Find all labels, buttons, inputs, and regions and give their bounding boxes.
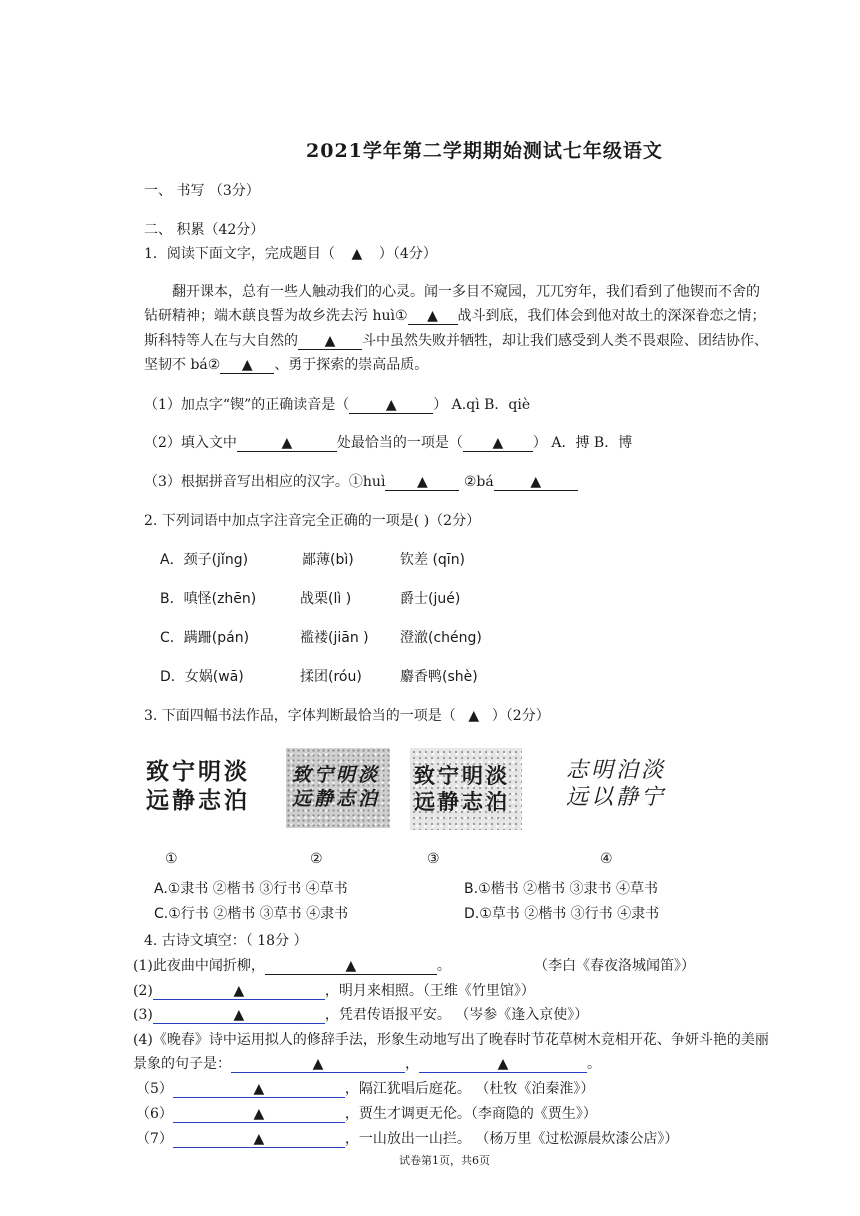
q1-passage-line: 斯科特等人在与大自然的 ▲ 斗中虽然失败并牺牲，却让我们感受到人类不畏艰险、团结协作、: [144, 333, 768, 349]
blank-field[interactable]: ▲: [408, 309, 458, 325]
q1-sub2: （2）填入文中 ▲ 处最恰当的一项是（ ▲ ） A．搏 B．博: [144, 435, 633, 451]
blank-field[interactable]: ▲: [494, 475, 578, 491]
q2-option-a[interactable]: A．颈子(jǐng): [160, 552, 249, 568]
q2-stem: 2. 下列词语中加点字注音完全正确的一项是( )（2分）: [144, 513, 481, 529]
blank-field[interactable]: ▲: [237, 436, 337, 452]
q1-stem: 1．阅读下面文字，完成题目（ ▲ ）（4分）: [144, 246, 437, 262]
q1-passage-line: 翻开课本，总有一些人触动我们的心灵。闻一多目不窥园，兀兀穷年，我们看到了他锲而不舍的: [172, 284, 760, 300]
blank-field[interactable]: ▲: [419, 1057, 587, 1073]
answer-marker: ▲: [468, 708, 480, 724]
option-word: 麝香鸭(shè): [400, 669, 478, 685]
answer-marker: ▲: [351, 246, 363, 262]
option-word: 澄澈(chéng): [400, 630, 482, 646]
blank-field[interactable]: ▲: [220, 358, 274, 374]
q2-option-c[interactable]: C．蹒跚(pán): [160, 630, 250, 646]
work-number: ①: [165, 851, 178, 867]
option-word: 鄙薄(bì): [302, 552, 354, 568]
q4-stem: 4. 古诗文填空：（ 18分 ）: [144, 933, 308, 949]
q3-option-a[interactable]: A.①隶书 ②楷书 ③行书 ④草书: [154, 881, 348, 897]
blank-field[interactable]: ▲: [173, 1082, 345, 1098]
option-word: 钦差 (qīn): [400, 552, 466, 568]
section-writing: 一、 书写 （3分）: [144, 183, 260, 199]
calligraphy-work-1: 致宁明淡 远静志泊: [146, 758, 250, 814]
q4-line-4b: 景象的句子是： ▲ ， ▲ 。: [133, 1056, 601, 1072]
q4-line-5: （5） ▲ ，隔江犹唱后庭花。 （杜牧《泊秦淮》）: [136, 1081, 595, 1097]
option-word: 颈子(jǐng): [183, 552, 249, 568]
calligraphy-work-4: 志明泊淡 远以静宁: [566, 757, 667, 810]
option-word: 褴褛(jiān ): [300, 630, 369, 646]
blank-field[interactable]: ▲: [173, 1107, 345, 1123]
q3-option-b[interactable]: B.①楷书 ②楷书 ③隶书 ④草书: [464, 881, 658, 897]
option-word: 嗔怪(zhēn): [183, 591, 257, 607]
q4-line-2: (2) ▲ ，明月来相照。（王维《竹里馆》）: [133, 983, 535, 999]
q2-option-d[interactable]: D．女娲(wā): [160, 669, 244, 685]
q4-line-4: (4)《晚春》诗中运用拟人的修辞手法，形象生动地写出了晚春时节花草树木竞相开花、争妍斗艳的美丽: [133, 1032, 769, 1048]
q3-stem: 3. 下面四幅书法作品，字体判断最恰当的一项是（ ▲ ）（2分）: [144, 708, 550, 724]
option-word: 蹒跚(pán): [183, 630, 250, 646]
blank-field[interactable]: ▲: [349, 398, 433, 414]
work-number: ④: [600, 851, 613, 867]
q2-option-b[interactable]: B．嗔怪(zhēn): [160, 591, 257, 607]
q1-sub3: （3）根据拼音写出相应的汉字。①huì ▲ ②bá ▲: [144, 471, 578, 491]
q1-sub1: （1）加点字“锲”的正确读音是（ ▲ ） A.qì B．qiè: [144, 397, 531, 413]
q3-option-c[interactable]: C.①行书 ②楷书 ③草书 ④隶书: [154, 906, 349, 922]
blank-field[interactable]: ▲: [153, 1008, 325, 1024]
blank-field[interactable]: ▲: [385, 475, 459, 491]
q4-line-7: （7） ▲ ，一山放出一山拦。 （杨万里《过松源晨炊漆公店》）: [136, 1131, 679, 1147]
q4-line-1: (1)此夜曲中闻折柳， ▲ 。: [133, 958, 451, 974]
blank-field[interactable]: ▲: [463, 436, 533, 452]
work-number: ③: [427, 851, 440, 867]
option-word: 爵士(jué): [400, 591, 461, 607]
q4-line-6: （6） ▲ ，贾生才调更无伦。（李商隐的《贾生》）: [136, 1106, 597, 1122]
q4-line-1-source: （李白《春夜洛城闻笛》）: [534, 958, 695, 974]
blank-field[interactable]: ▲: [298, 334, 362, 350]
work-number: ②: [310, 851, 323, 867]
blank-field[interactable]: ▲: [231, 1057, 405, 1073]
q1-passage-line: 钻研精神；端木蕻良誓为故乡洗去污 huì① ▲ 战斗到底，我们体会到他对故土的深深眷恋之情；: [144, 308, 766, 324]
page-title: 2021学年第二学期期始测试七年级语文: [306, 140, 663, 162]
option-word: 女娲(wā): [184, 669, 244, 685]
q4-line-3: (3) ▲ ，凭君传语报平安。 （岑参《逢入京使》）: [133, 1007, 589, 1023]
q3-option-d[interactable]: D.①草书 ②楷书 ③行书 ④隶书: [464, 906, 660, 922]
blank-field[interactable]: ▲: [173, 1132, 345, 1148]
option-word: 揉团(róu): [300, 669, 362, 685]
page-footer: 试卷第1页，共6页: [399, 1154, 490, 1167]
option-word: 战栗(lì ): [300, 591, 352, 607]
blank-field[interactable]: ▲: [265, 959, 437, 975]
calligraphy-work-3: 致宁明淡 远静志泊: [410, 748, 522, 830]
q1-passage-line: 坚韧不 bá② ▲ 、勇于探索的崇高品质。: [144, 357, 429, 373]
blank-field[interactable]: ▲: [153, 984, 325, 1000]
calligraphy-work-2: 致宁明淡 远静志泊: [286, 748, 390, 828]
section-accumulation: 二、 积累（42分）: [144, 222, 265, 238]
